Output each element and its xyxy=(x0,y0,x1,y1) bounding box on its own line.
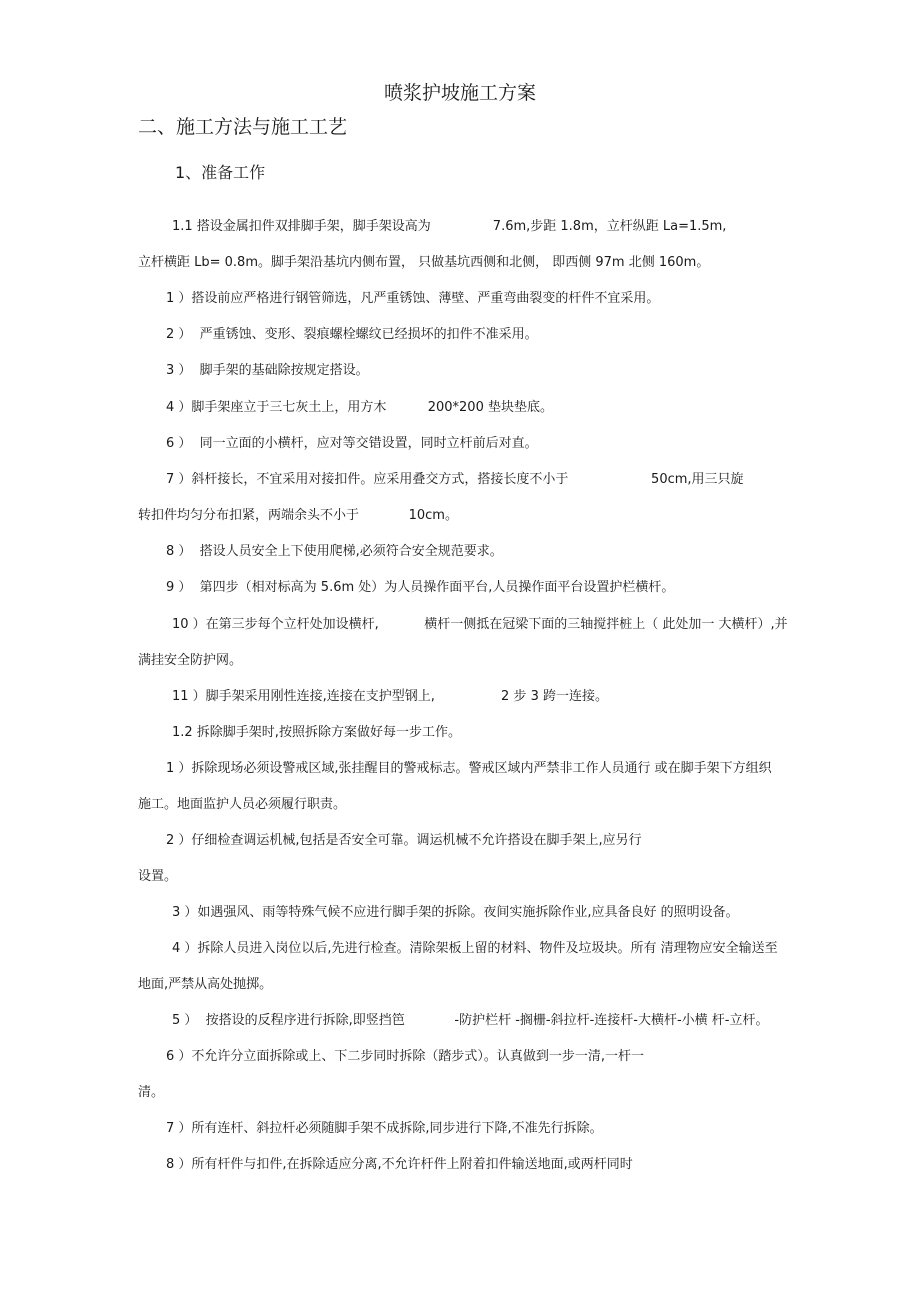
paragraph-line: 立杆横距 Lb= 0.8m。脚手架沿基坑内侧布置， 只做基坑西侧和北侧， 即西侧 97m 北侧 160m。 xyxy=(138,255,710,270)
paragraph-line: 6 ）不允许分立面拆除或上、下二步同时拆除（踏步式）。认真做到一步一清,一杆一 xyxy=(166,1049,645,1064)
paragraph-line: 清。 xyxy=(138,1085,165,1100)
paragraph-line: 1 ）拆除现场必须设警戒区域,张挂醒目的警戒标志。警戒区域内严禁非工作人员通行 或在脚手架下方组织 xyxy=(166,761,772,776)
paragraph-line: 8 ）所有杆件与扣件,在拆除适应分离,不允许杆件上附着扣件输送地面,或两杆同时 xyxy=(166,1157,633,1172)
paragraph-line: 3 ）如遇强风、雨等特殊气候不应进行脚手架的拆除。夜间实施拆除作业,应具备良好 的照明设备。 xyxy=(172,905,739,920)
paragraph-line: 4 ）脚手架座立于三七灰土上，用方木 200*200 垫块垫底。 xyxy=(166,400,553,415)
paragraph-line: 2 ）仔细检查调运机械,包括是否安全可靠。调运机械不允许搭设在脚手架上,应另行 xyxy=(166,833,642,848)
paragraph-line: 10 ）在第三步每个立杆处加设横杆, 横杆一侧抵在冠梁下面的三轴搅拌桩上（ 此处加一 大横杆）,并 xyxy=(172,617,788,632)
paragraph-line: 满挂安全防护网。 xyxy=(138,653,243,668)
paragraph-line: 1.1 搭设金属扣件双排脚手架，脚手架设高为 7.6m,步距 1.8m，立杆纵距 La=1.5m, xyxy=(172,219,727,234)
paragraph-line: 11 ）脚手架采用刚性连接,连接在支护型钢上, 2 步 3 跨一连接。 xyxy=(172,689,608,704)
paragraph-line: 1 ）搭设前应严格进行钢管筛选，凡严重锈蚀、薄壁、严重弯曲裂变的杆件不宜采用。 xyxy=(166,291,660,306)
paragraph-line: 5 ） 按搭设的反程序进行拆除,即竖挡笆 -防护栏杆 -搁栅-斜拉杆-连接杆-大横杆-小横 杆-立杆。 xyxy=(172,1013,769,1028)
document-title: 喷浆护坡施工方案 xyxy=(383,82,536,104)
paragraph-line: 设置。 xyxy=(138,869,178,884)
paragraph-line: 7 ）所有连杆、斜拉杆必须随脚手架不成拆除,同步进行下降,不准先行拆除。 xyxy=(166,1121,603,1136)
paragraph-line: 9 ） 第四步（相对标高为 5.6m 处）为人员操作面平台,人员操作面平台设置护栏横杆。 xyxy=(166,580,675,595)
paragraph-line: 7 ）斜杆接长，不宜采用对接扣件。应采用叠交方式，搭接长度不小于 50cm,用三只旋 xyxy=(166,472,744,487)
paragraph-line: 6 ） 同一立面的小横杆，应对等交错设置，同时立杆前后对直。 xyxy=(166,436,538,451)
sub-heading: 1、准备工作 xyxy=(175,163,266,182)
paragraph-line: 3 ） 脚手架的基础除按规定搭设。 xyxy=(166,363,369,378)
paragraph-line: 施工。地面监护人员必须履行职责。 xyxy=(138,797,347,812)
paragraph-line: 8 ） 搭设人员安全上下使用爬梯,必须符合安全规范要求。 xyxy=(166,544,503,559)
section-heading: 二、施工方法与施工工艺 xyxy=(138,116,348,138)
paragraph-line: 1.2 拆除脚手架时,按照拆除方案做好每一步工作。 xyxy=(172,725,461,740)
paragraph-line: 2 ） 严重锈蚀、变形、裂痕螺栓螺纹已经损坏的扣件不准采用。 xyxy=(166,327,538,342)
paragraph-line: 地面,严禁从高处抛掷。 xyxy=(138,977,273,992)
paragraph-line: 4 ）拆除人员进入岗位以后,先进行检查。清除架板上留的材料、物件及垃圾块。所有 清理物应安全输送至 xyxy=(172,941,778,956)
paragraph-line: 转扣件均匀分布扣紧，两端余头不小于 10cm。 xyxy=(138,508,458,523)
